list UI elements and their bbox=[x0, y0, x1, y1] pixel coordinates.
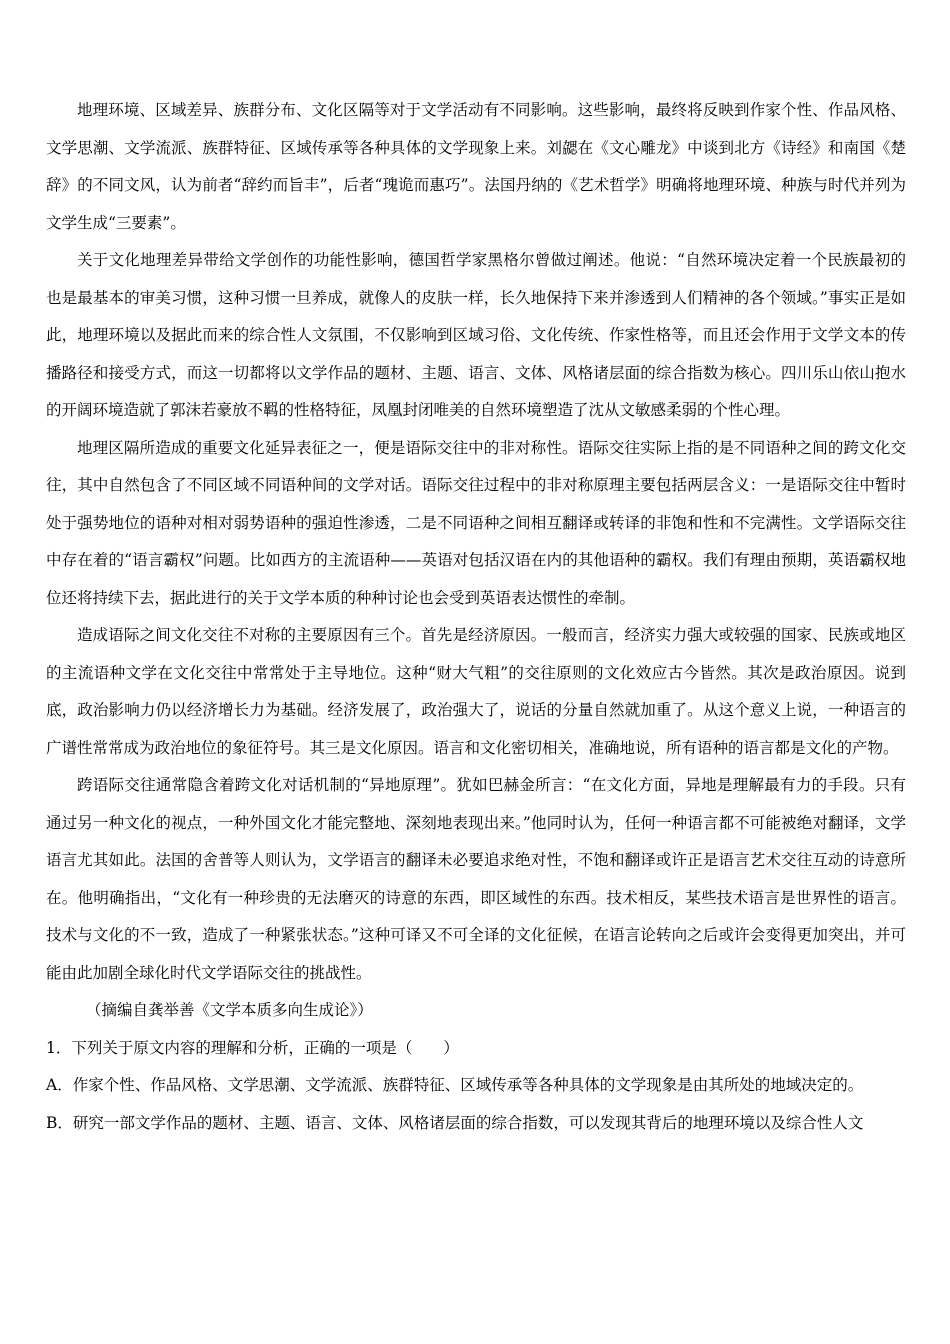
question-stem: 1．下列关于原文内容的理解和分析，正确的一项是（ ） bbox=[46, 1038, 459, 1057]
article-paragraph-5: 跨语际交往通常隐含着跨文化对话机制的“异地原理”。犹如巴赫金所言：“在文化方面，异地是理解最有力的手段。只有通过另一种文化的视点，一种外国文化才能完整地、深刻地表现出来。”他同时认为，任何一种语言都不可能被绝对翻译，文学语言尤其如此。法国的舍普等人则认为，文学语言的翻译未必要追求绝对性，不饱和翻译或许正是语言艺术交往互动的诗意所在。他明确指出，“文化有一种珍贵的无法磨灭的诗意的东西，即区域性的东西。技术相反，某些技术语言是世界性的语言。技术与文化的不一致，造成了一种紧张状态。”这种可译又不可全译的文化征候，在语言论转向之后或许会变得更加突出，并可能由此加剧全球化时代文学语际交往的挑战性。 bbox=[46, 776, 906, 982]
article-paragraph-1: 地理环境、区域差异、族群分布、文化区隔等对于文学活动有不同影响。这些影响，最终将反映到作家个性、作品风格、文学思潮、文学流派、族群特征、区域传承等各种具体的文学现象上来。刘勰在《文心雕龙》中谈到北方《诗经》和南国《楚辞》的不同文风，认为前者“辞约而旨丰”，后者“瑰诡而惠巧”。法国丹纳的《艺术哲学》明确将地理环境、种族与时代并列为文学生成“三要素”。 bbox=[46, 101, 906, 232]
article-paragraph-2: 关于文化地理差异带给文学创作的功能性影响，德国哲学家黑格尔曾做过阐述。他说：“自然环境决定着一个民族最初的也是最基本的审美习惯，这种习惯一旦养成，就像人的皮肤一样，长久地保持下来并渗透到人们精神的各个领域。”事实正是如此，地理环境以及据此而来的综合性人文氛围，不仅影响到区域习俗、文化传统、作家性格等，而且还会作用于文学文本的传播路径和接受方式，而这一切都将以文学作品的题材、主题、语言、文体、风格诸层面的综合指数为核心。四川乐山依山抱水的开阔环境造就了郭沫若豪放不羁的性格特征，凤凰封闭唯美的自然环境塑造了沈从文敏感柔弱的个性心理。 bbox=[46, 251, 906, 419]
option-a: A．作家个性、作品风格、文学思潮、文学流派、族群特征、区域传承等各种具体的文学现象是由其所处的地域决定的。 bbox=[46, 1076, 864, 1094]
article-paragraph-4: 造成语际之间文化交往不对称的主要原因有三个。首先是经济原因。一般而言，经济实力强大或较强的国家、民族或地区的主流语种文学在文化交往中常常处于主导地位。这种“财大气粗”的交往原则的文化效应古今皆然。其次是政治原因。说到底，政治影响力仍以经济增长力为基础。经济发展了，政治强大了，说话的分量自然就加重了。从这个意义上说，一种语言的广谱性常常成为政治地位的象征符号。其三是文化原因。语言和文化密切相关，准确地说，所有语种的语言都是文化的产物。 bbox=[46, 626, 906, 757]
option-b: B．研究一部文学作品的题材、主题、语言、文体、风格诸层面的综合指数，可以发现其背后的地理环境以及综合性人文 bbox=[46, 1113, 864, 1132]
article-paragraph-3: 地理区隔所造成的重要文化延异表征之一，便是语际交往中的非对称性。语际交往实际上指的是不同语种之间的跨文化交往，其中自然包含了不同区域不同语种间的文学对话。语际交往过程中的非对称原理主要包括两层含义：一是语际交往中暂时处于强势地位的语种对相对弱势语种的强迫性渗透，二是不同语种之间相互翻译或转译的非饱和性和不完满性。文学语际交往中存在着的“语言霸权”问题。比如西方的主流语种——英语对包括汉语在内的其他语种的霸权。我们有理由预期，英语霸权地位还将持续下去，据此进行的关于文学本质的种种讨论也会受到英语表达惯性的牵制。 bbox=[46, 438, 906, 607]
document-page bbox=[46, 92, 906, 1142]
article-source: （摘编自龚举善《文学本质多向生成论》） bbox=[86, 1001, 373, 1019]
